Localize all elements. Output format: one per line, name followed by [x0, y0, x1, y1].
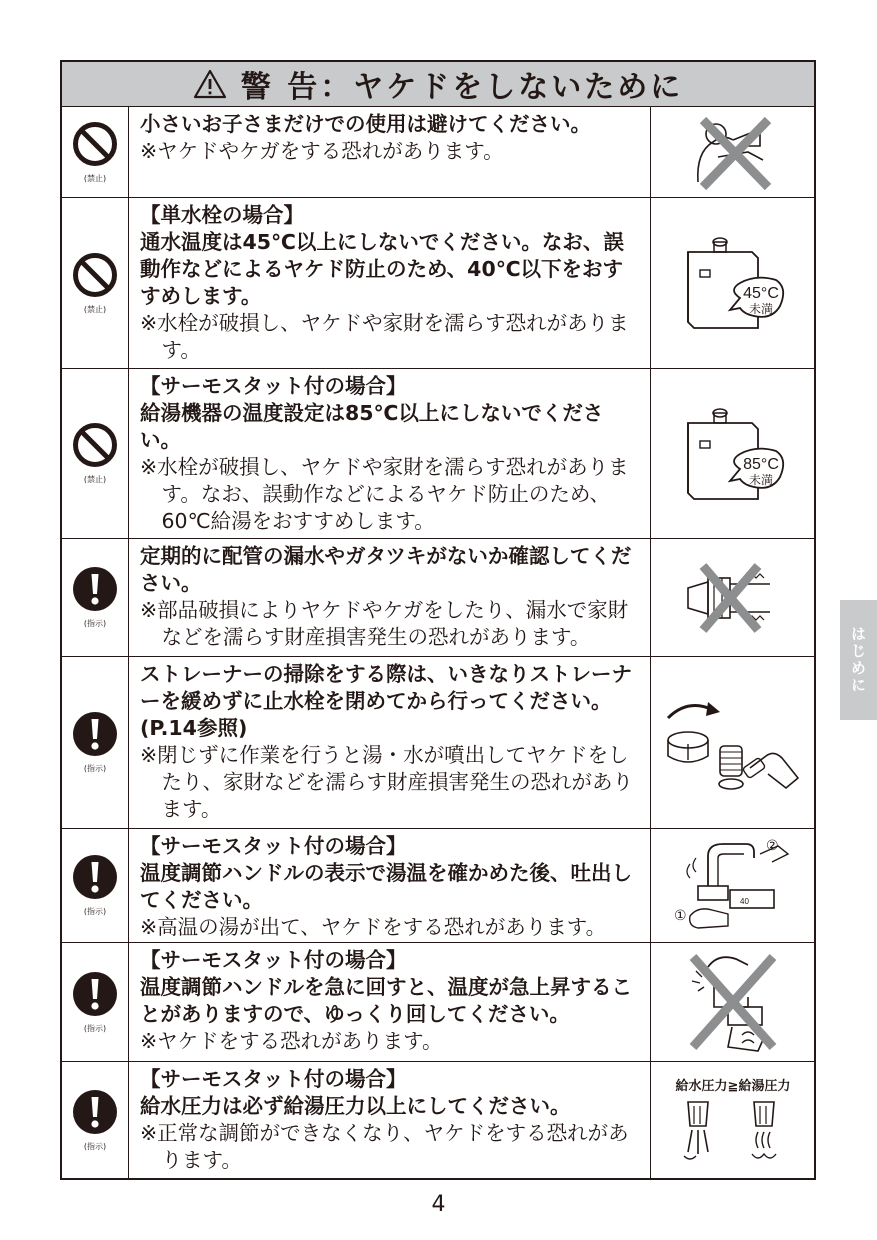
symbol-cell — [62, 829, 129, 942]
mandatory-icon — [72, 711, 118, 757]
symbol-cell — [62, 198, 129, 368]
warning-triangle-icon — [193, 69, 227, 99]
warning-table — [60, 60, 816, 1180]
page-number: 4 — [431, 1192, 446, 1217]
warning-text — [129, 198, 651, 368]
warning-row — [62, 198, 814, 369]
child-at-faucet-crossed-illustration — [651, 107, 814, 197]
warning-note: ※ヤケドやケガをする恐れがあります。 — [140, 139, 504, 163]
warning-main-text: 給湯機器の温度設定は85℃以上にしないでください。 — [140, 401, 604, 452]
warning-note: ※水栓が破損し、ヤケドや家財を濡らす恐れがあります。 — [140, 311, 629, 362]
warning-main-text: 温度調節ハンドルの表示で湯温を確かめた後、吐出してください。 — [140, 861, 632, 912]
water-heater-illustration — [651, 369, 814, 538]
warning-header — [62, 62, 814, 107]
mandatory-icon — [72, 566, 118, 612]
illustration-label: 未満 — [748, 302, 773, 316]
warning-note: ※正常な調節ができなくなり、ヤケドをする恐れがあります。 — [140, 1121, 629, 1172]
section-tab[interactable]: はじめに — [840, 600, 877, 720]
warning-text — [129, 829, 651, 942]
symbol-caption: (指示) — [83, 619, 107, 628]
symbol-cell — [62, 943, 129, 1061]
prohibition-icon — [72, 121, 118, 167]
illustration-label: 未満 — [748, 472, 773, 487]
pressure-label: 給水圧力≧給湯圧力 — [675, 1079, 790, 1094]
warning-row — [62, 107, 814, 198]
warning-condition: 【サーモスタット付の場合】 — [140, 374, 407, 398]
mandatory-icon — [72, 1089, 118, 1135]
symbol-cell — [62, 657, 129, 828]
warning-note: ※部品破損によりヤケドやケガをしたり、漏水で家財などを濡らす財産損害発生の恐れがあります。 — [140, 598, 629, 649]
symbol-caption: (禁止) — [83, 304, 107, 314]
symbol-caption: (指示) — [83, 764, 107, 773]
dial-mark: 40 — [739, 896, 749, 906]
warning-row — [62, 657, 814, 829]
warning-row — [62, 369, 814, 539]
warning-row — [62, 829, 814, 943]
warning-main-text: 小さいお子さまだけでの使用は避けてください。 — [140, 112, 591, 136]
thermostat-handle-check-illustration — [651, 829, 814, 942]
warning-condition: 【サーモスタット付の場合】 — [140, 834, 407, 858]
warning-row — [62, 943, 814, 1062]
prohibition-icon — [72, 422, 118, 468]
pipe-joint-leak-illustration — [651, 539, 814, 656]
step-1-marker: ① — [673, 907, 687, 924]
warning-main-text: 通水温度は45℃以上にしないでください。なお、誤動作などによるヤケド防止のため、40℃以下をおすすめします。 — [140, 230, 624, 308]
warning-condition: 【サーモスタット付の場合】 — [140, 1067, 407, 1091]
symbol-caption: (指示) — [83, 907, 107, 916]
illustration-temperature: 85°C — [742, 455, 779, 473]
warning-note: ※閉じずに作業を行うと湯・水が噴出してヤケドをしたり、家財などを濡らす財産損害発生の恐れがあります。 — [140, 743, 634, 821]
symbol-cell — [62, 107, 129, 197]
prohibition-icon — [72, 252, 118, 298]
warning-condition: 【サーモスタット付の場合】 — [140, 948, 407, 972]
warning-main-text: 温度調節ハンドルを急に回すと、温度が急上昇することがありますので、ゆっくり回してください。 — [140, 975, 632, 1026]
symbol-caption: (指示) — [83, 1141, 107, 1151]
warning-text — [129, 943, 651, 1061]
warning-row — [62, 539, 814, 657]
mandatory-icon — [72, 854, 118, 900]
warning-note: ※水栓が破損し、ヤケドや家財を濡らす恐れがあります。なお、誤動作などによるヤケド防止のため、60℃給湯をおすすめします。 — [140, 455, 629, 533]
warning-text — [129, 657, 651, 828]
warning-text — [129, 107, 651, 197]
pressure-comparison-illustration — [651, 1062, 814, 1178]
warning-note: ※ヤケドをする恐れがあります。 — [140, 1029, 443, 1053]
warning-title: 警 告：ヤケドをしないために — [240, 70, 684, 105]
step-2-marker: ② — [765, 837, 779, 854]
warning-text — [129, 1062, 651, 1178]
symbol-caption: (指示) — [83, 1023, 107, 1033]
illustration-temperature: 45°C — [742, 285, 779, 302]
warning-main-text: 給水圧力は必ず給湯圧力以上にしてください。 — [140, 1094, 571, 1118]
symbol-cell — [62, 539, 129, 656]
mandatory-icon — [72, 971, 118, 1017]
strainer-cleaning-illustration — [651, 657, 814, 828]
symbol-cell — [62, 1062, 129, 1178]
warning-text — [129, 369, 651, 538]
warning-main-text: ストレーナーの掃除をする際は、いきなりストレーナーを緩めずに止水栓を閉めてから行ってください。(P.14参照) — [140, 662, 632, 740]
warning-text — [129, 539, 651, 656]
warning-main-text: 定期的に配管の漏水やガタツキがないか確認してください。 — [140, 544, 632, 595]
symbol-caption: (禁止) — [83, 173, 107, 183]
warning-condition: 【単水栓の場合】 — [140, 203, 304, 227]
symbol-cell — [62, 369, 129, 538]
water-heater-illustration — [651, 198, 814, 368]
warning-row — [62, 1062, 814, 1178]
handle-turn-quickly-crossed-illustration — [651, 943, 814, 1061]
warning-note: ※高温の湯が出て、ヤケドをする恐れがあります。 — [140, 915, 607, 939]
symbol-caption: (禁止) — [83, 475, 107, 484]
